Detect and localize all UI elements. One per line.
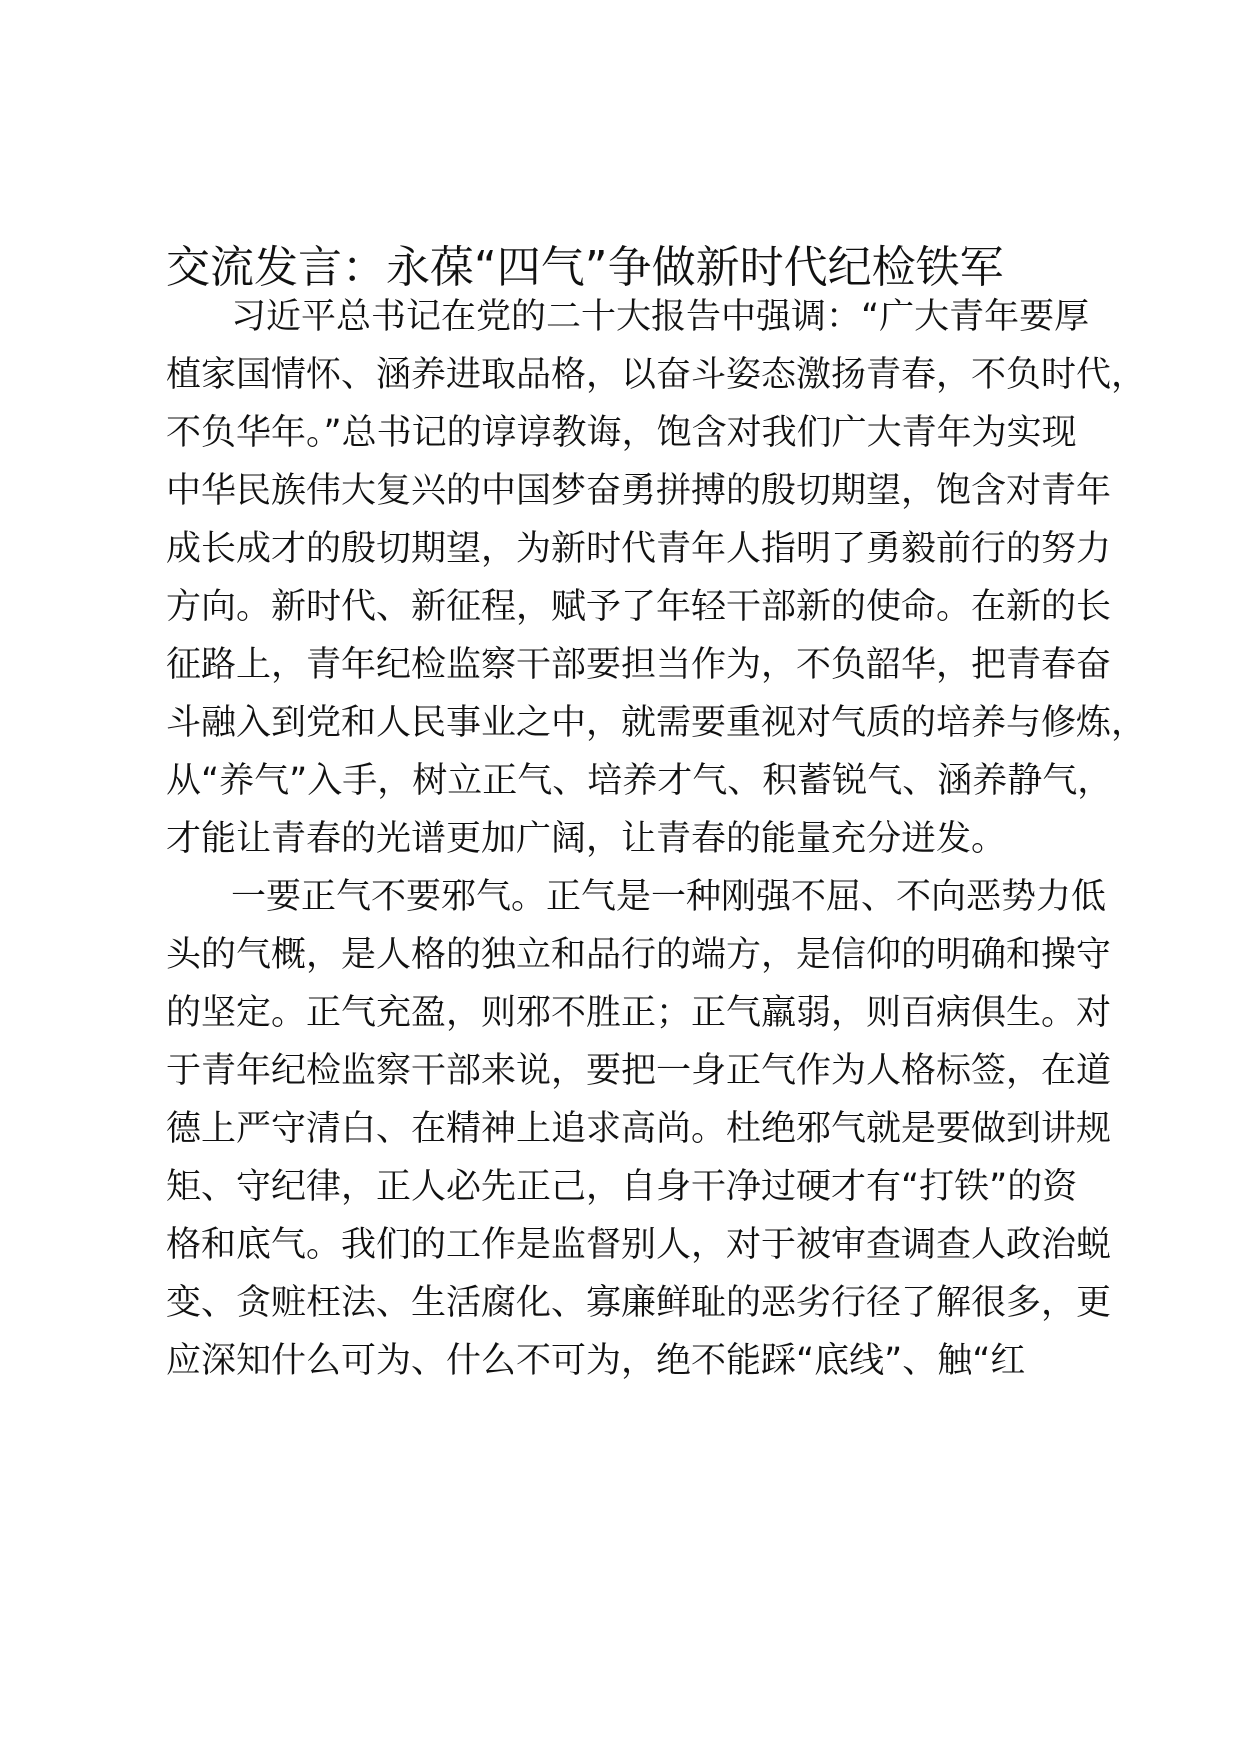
paragraph-line: 不负华年。”总书记的谆谆教诲，饱含对我们广大青年为实现 [166,413,1077,453]
paragraph-line: 中华民族伟大复兴的中国梦奋勇拼搏的殷切期望，饱含对青年 [166,471,1112,511]
paragraph-line: 的坚定。正气充盈，则邪不胜正；正气羸弱，则百病俱生。对 [166,993,1112,1033]
paragraph-line: 才能让青春的光谱更加广阔，让青春的能量充分迸发。 [166,819,1007,859]
paragraph-line: 一要正气不要邪气。正气是一种刚强不屈、不向恶势力低 [196,877,1107,917]
paragraph-line: 从“养气”入手，树立正气、培养才气、积蓄锐气、涵养静气， [166,761,1113,801]
paragraph-line: 习近平总书记在党的二十大报告中强调：“广大青年要厚 [196,297,1090,337]
paragraph-line: 征路上，青年纪检监察干部要担当作为，不负韶华，把青春奋 [166,645,1112,685]
paragraph-line: 德上严守清白、在精神上追求高尚。杜绝邪气就是要做到讲规 [166,1109,1112,1149]
paragraph-line: 于青年纪检监察干部来说，要把一身正气作为人格标签，在道 [166,1051,1112,1091]
paragraph-line: 矩、守纪律，正人必先正己，自身干净过硬才有“打铁”的资 [166,1167,1078,1207]
paragraph-line: 应深知什么可为、什么不可为，绝不能踩“底线”、触“红 [166,1341,1026,1381]
paragraph-line: 方向。新时代、新征程，赋予了年轻干部新的使命。在新的长 [166,587,1112,627]
paragraph-line: 植家国情怀、涵养进取品格，以奋斗姿态激扬青春，不负时代， [166,355,1147,395]
paragraph-line: 格和底气。我们的工作是监督别人，对于被审查调查人政治蜕 [166,1225,1112,1265]
paragraph-line: 斗融入到党和人民事业之中，就需要重视对气质的培养与修炼， [166,703,1147,743]
document-title: 交流发言：永葆“四气”争做新时代纪检铁军 [166,242,1004,293]
paragraph-line: 头的气概，是人格的独立和品行的端方，是信仰的明确和操守 [166,935,1112,975]
paragraph-line: 成长成才的殷切期望，为新时代青年人指明了勇毅前行的努力 [166,529,1112,569]
paragraph-line: 变、贪赃枉法、生活腐化、寡廉鲜耻的恶劣行径了解很多，更 [166,1283,1112,1323]
